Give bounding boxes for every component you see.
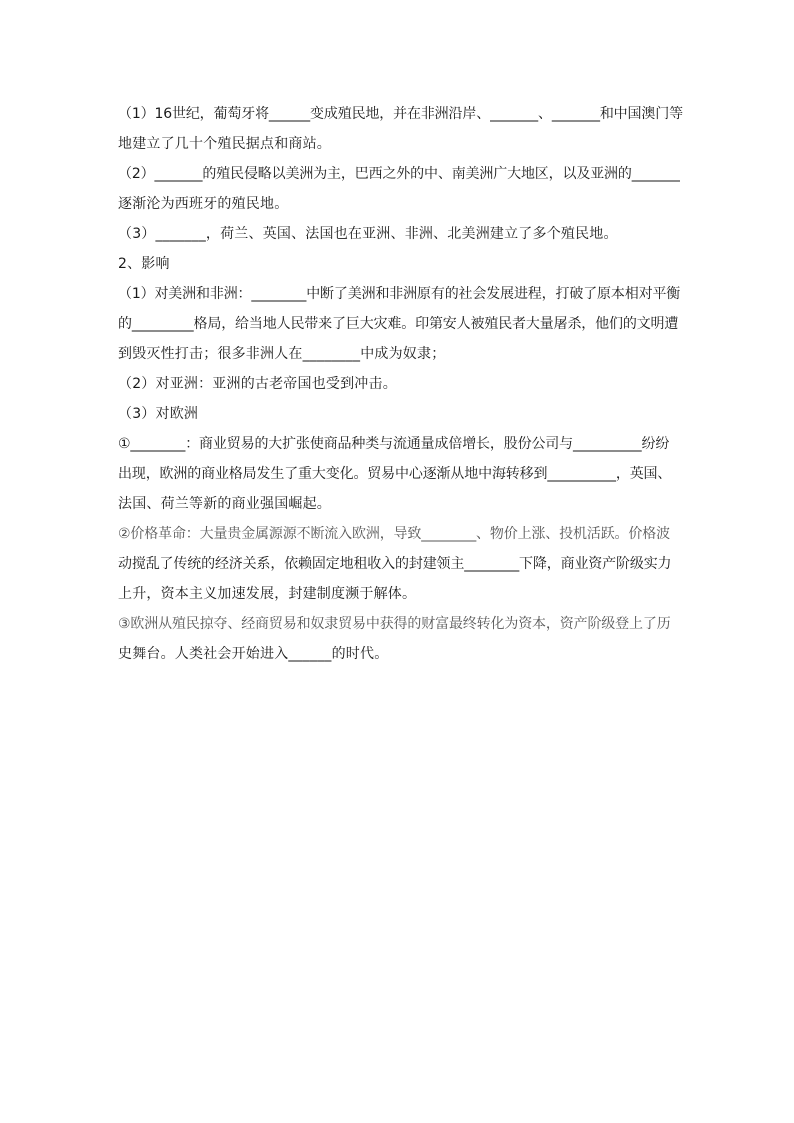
text-line: （1）对美洲和非洲：________中断了美洲和非洲原有的社会发展进程，打破了原本相对平衡 [118, 286, 681, 302]
subsection-heading: （3）对欧洲 [118, 406, 199, 422]
text-line: ①________：商业贸易的大扩张使商品种类与流通量成倍增长，股份公司与__________纷纷 [118, 436, 670, 452]
text-line: （3）_______，荷兰、英国、法国也在亚洲、非洲、北美洲建立了多个殖民地。 [118, 226, 618, 242]
text-line: ③欧洲从殖民掠夺、经商贸易和奴隶贸易中获得的财富最终转化为资本，资产阶级登上了历 [118, 616, 671, 632]
text-line: 地建立了几十个殖民据点和商站。 [118, 136, 331, 152]
section-heading: 2、影响 [118, 256, 170, 272]
text-line: 法国、荷兰等新的商业强国崛起。 [118, 496, 331, 512]
text-line: 的_________格局，给当地人民带来了巨大灾难。印第安人被殖民者大量屠杀，他们的文明遭 [118, 316, 679, 332]
text-line: 到毁灭性打击；很多非洲人在________中成为奴隶； [118, 346, 446, 362]
text-line: 动搅乱了传统的经济关系，依赖固定地租收入的封建领主________下降，商业资产阶级实力 [118, 556, 672, 572]
text-line: （1）16世纪，葡萄牙将______变成殖民地，并在非洲沿岸、_______、_______和中国澳门等 [118, 106, 683, 122]
document-page [118, 100, 684, 670]
text-line: ②价格革命：大量贵金属源源不断流入欧洲，导致________、物价上涨、投机活跃。价格波 [118, 526, 670, 542]
text-line: （2）对亚洲：亚洲的古老帝国也受到冲击。 [118, 376, 397, 392]
text-line: （2）_______的殖民侵略以美洲为主，巴西之外的中、南美洲广大地区，以及亚洲的_______ [118, 166, 680, 182]
text-line: 史舞台。人类社会开始进入______的时代。 [118, 646, 389, 662]
text-line: 逐渐沦为西班牙的殖民地。 [118, 196, 289, 212]
text-line: 出现，欧洲的商业格局发生了重大变化。贸易中心逐渐从地中海转移到__________，英国、 [118, 466, 672, 482]
text-line: 上升，资本主义加速发展，封建制度濒于解体。 [118, 586, 417, 602]
